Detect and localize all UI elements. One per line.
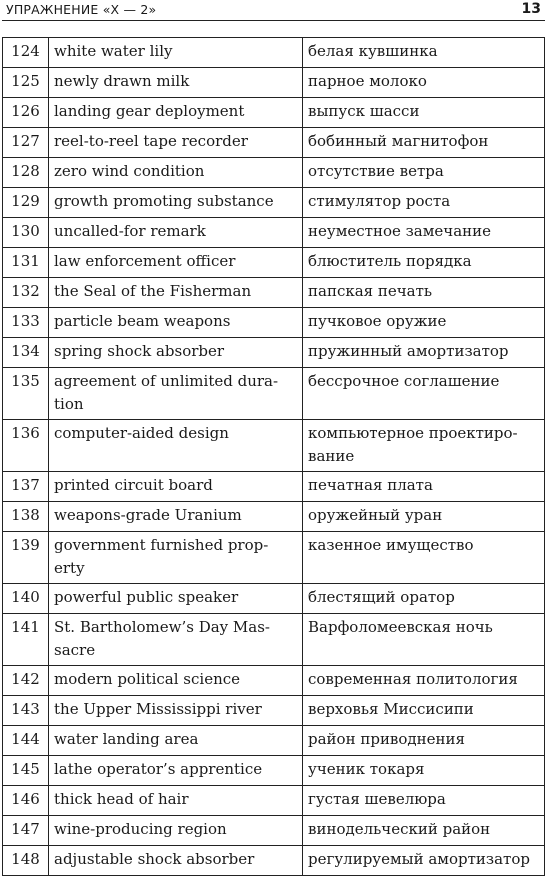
russian-translation: блестящий оратор	[303, 584, 545, 614]
vocabulary-table	[2, 37, 545, 876]
page-number: 13	[521, 1, 541, 17]
row-number: 127	[3, 128, 49, 158]
table-row	[3, 278, 545, 308]
russian-translation: оружейный уран	[303, 502, 545, 532]
russian-translation: густая шевелюра	[303, 786, 545, 816]
table-row	[3, 98, 545, 128]
russian-translation: казенное имущество	[303, 532, 545, 584]
table-row	[3, 420, 545, 472]
table-row	[3, 338, 545, 368]
english-term: weapons-grade Uranium	[49, 502, 303, 532]
running-header	[2, 0, 545, 21]
english-term: government furnished prop-erty	[49, 532, 303, 584]
table-row	[3, 614, 545, 666]
english-term: the Seal of the Fisherman	[49, 278, 303, 308]
table-row	[3, 696, 545, 726]
russian-translation: неуместное замечание	[303, 218, 545, 248]
row-number: 132	[3, 278, 49, 308]
row-number: 145	[3, 756, 49, 786]
table-row	[3, 846, 545, 876]
row-number: 142	[3, 666, 49, 696]
russian-translation: пучковое оружие	[303, 308, 545, 338]
table-row	[3, 158, 545, 188]
russian-translation: бобинный магнитофон	[303, 128, 545, 158]
table-row	[3, 188, 545, 218]
table-row	[3, 532, 545, 584]
russian-translation: стимулятор роста	[303, 188, 545, 218]
english-term: lathe operator’s apprentice	[49, 756, 303, 786]
english-term: agreement of unlimited dura-tion	[49, 368, 303, 420]
russian-translation: регулируемый амортизатор	[303, 846, 545, 876]
row-number: 135	[3, 368, 49, 420]
english-term: powerful public speaker	[49, 584, 303, 614]
table-row	[3, 38, 545, 68]
russian-translation: пружинный амортизатор	[303, 338, 545, 368]
russian-translation: ученик токаря	[303, 756, 545, 786]
table-row	[3, 68, 545, 98]
english-term: reel-to-reel tape recorder	[49, 128, 303, 158]
row-number: 146	[3, 786, 49, 816]
row-number: 133	[3, 308, 49, 338]
russian-translation: парное молоко	[303, 68, 545, 98]
russian-translation: винодельческий район	[303, 816, 545, 846]
english-term: computer-aided design	[49, 420, 303, 472]
row-number: 143	[3, 696, 49, 726]
russian-translation: белая кувшинка	[303, 38, 545, 68]
russian-translation: компьютерное проектиро-вание	[303, 420, 545, 472]
english-term: thick head of hair	[49, 786, 303, 816]
row-number: 129	[3, 188, 49, 218]
row-number: 128	[3, 158, 49, 188]
table-row	[3, 308, 545, 338]
table-row	[3, 368, 545, 420]
russian-translation: Варфоломеевская ночь	[303, 614, 545, 666]
table-row	[3, 502, 545, 532]
english-term: particle beam weapons	[49, 308, 303, 338]
row-number: 124	[3, 38, 49, 68]
russian-translation: верховья Миссисипи	[303, 696, 545, 726]
table-row	[3, 218, 545, 248]
russian-translation: отсутствие ветра	[303, 158, 545, 188]
row-number: 140	[3, 584, 49, 614]
table-row	[3, 786, 545, 816]
row-number: 130	[3, 218, 49, 248]
english-term: growth promoting substance	[49, 188, 303, 218]
english-term: newly drawn milk	[49, 68, 303, 98]
english-term: uncalled-for remark	[49, 218, 303, 248]
table-row	[3, 726, 545, 756]
english-term: modern political science	[49, 666, 303, 696]
russian-translation: папская печать	[303, 278, 545, 308]
row-number: 144	[3, 726, 49, 756]
row-number: 131	[3, 248, 49, 278]
row-number: 139	[3, 532, 49, 584]
row-number: 134	[3, 338, 49, 368]
english-term: law enforcement officer	[49, 248, 303, 278]
row-number: 126	[3, 98, 49, 128]
english-term: water landing area	[49, 726, 303, 756]
table-row	[3, 248, 545, 278]
table-row	[3, 472, 545, 502]
english-term: landing gear deployment	[49, 98, 303, 128]
table-row	[3, 584, 545, 614]
russian-translation: печатная плата	[303, 472, 545, 502]
english-term: spring shock absorber	[49, 338, 303, 368]
english-term: the Upper Mississippi river	[49, 696, 303, 726]
row-number: 148	[3, 846, 49, 876]
russian-translation: район приводнения	[303, 726, 545, 756]
russian-translation: бессрочное соглашение	[303, 368, 545, 420]
row-number: 147	[3, 816, 49, 846]
english-term: wine-producing region	[49, 816, 303, 846]
table-row	[3, 666, 545, 696]
english-term: St. Bartholomew’s Day Mas-sacre	[49, 614, 303, 666]
row-number: 125	[3, 68, 49, 98]
table-row	[3, 128, 545, 158]
table-row	[3, 816, 545, 846]
russian-translation: выпуск шасси	[303, 98, 545, 128]
russian-translation: блюститель порядка	[303, 248, 545, 278]
english-term: white water lily	[49, 38, 303, 68]
russian-translation: современная политология	[303, 666, 545, 696]
row-number: 136	[3, 420, 49, 472]
english-term: printed circuit board	[49, 472, 303, 502]
header-title: УПРАЖНЕНИЕ «Х — 2»	[6, 2, 157, 17]
row-number: 141	[3, 614, 49, 666]
english-term: adjustable shock absorber	[49, 846, 303, 876]
row-number: 138	[3, 502, 49, 532]
english-term: zero wind condition	[49, 158, 303, 188]
table-row	[3, 756, 545, 786]
row-number: 137	[3, 472, 49, 502]
